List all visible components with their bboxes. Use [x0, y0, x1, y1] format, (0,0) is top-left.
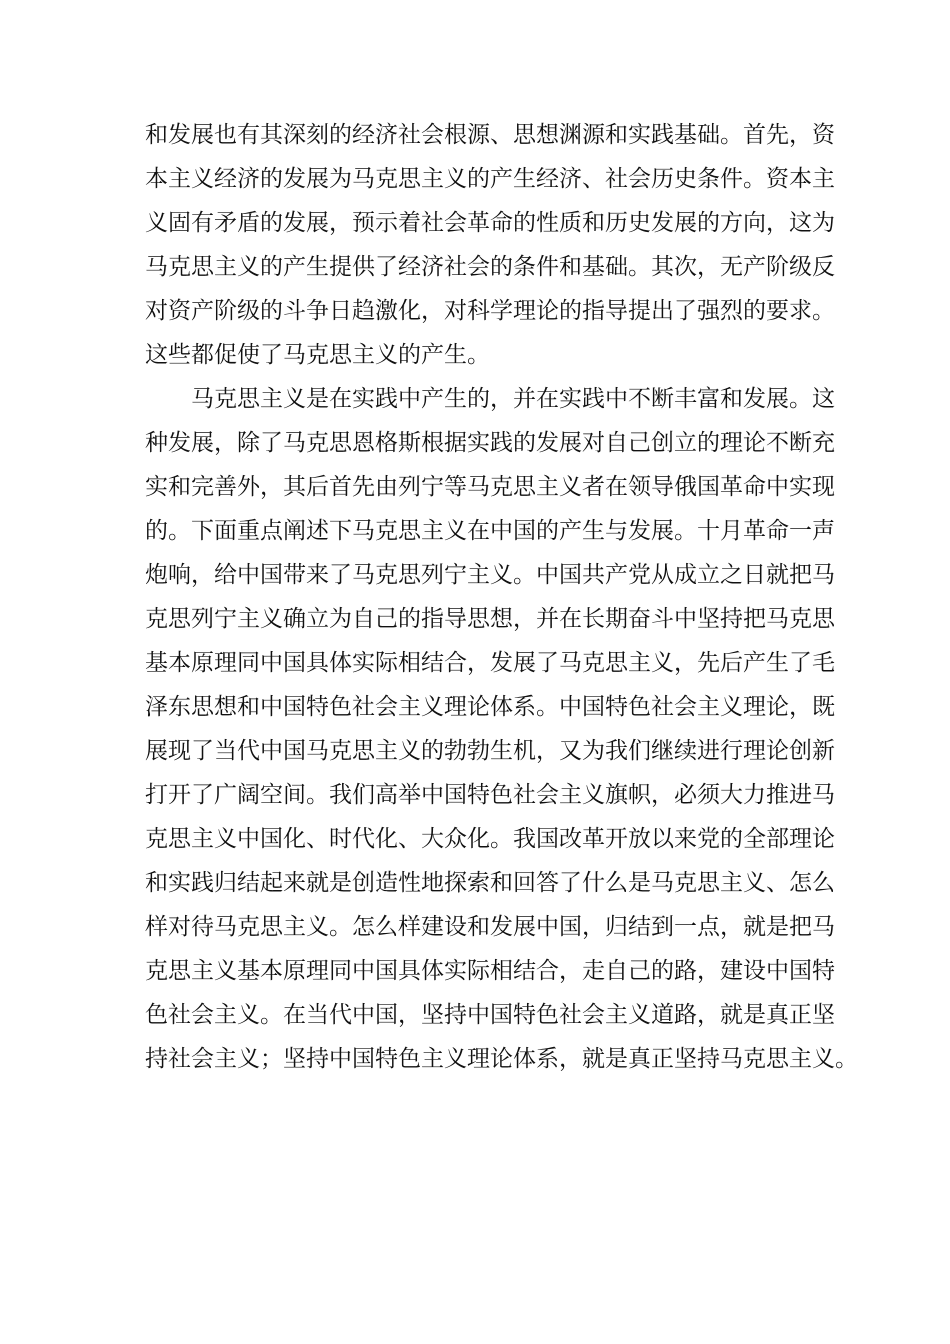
paragraph-2-line-12: 和实践归结起来就是创造性地探索和回答了什么是马克思主义、怎么: [145, 870, 835, 896]
paragraph-1-line-4: 马克思主义的产生提供了经济社会的条件和基础。其次，无产阶级反: [145, 254, 835, 280]
paragraph-2-line-9: 展现了当代中国马克思主义的勃勃生机，又为我们继续进行理论创新: [145, 738, 835, 764]
paragraph-2-line-5: 炮响，给中国带来了马克思列宁主义。中国共产党从成立之日就把马: [145, 562, 835, 588]
paragraph-2-line-3: 实和完善外，其后首先由列宁等马克思主义者在领导俄国革命中实现: [145, 474, 835, 500]
paragraph-2-line-15: 色社会主义。在当代中国，坚持中国特色社会主义道路，就是真正坚: [145, 1002, 835, 1028]
paragraph-2-line-16: 持社会主义；坚持中国特色主义理论体系，就是真正坚持马克思主义。: [145, 1046, 858, 1072]
paragraph-1-line-3: 义固有矛盾的发展，预示着社会革命的性质和历史发展的方向，这为: [145, 210, 835, 236]
paragraph-2-line-6: 克思列宁主义确立为自己的指导思想，并在长期奋斗中坚持把马克思: [145, 606, 835, 632]
paragraph-2-line-7: 基本原理同中国具体实际相结合，发展了马克思主义，先后产生了毛: [145, 650, 835, 676]
paragraph-1-line-1: 和发展也有其深刻的经济社会根源、思想渊源和实践基础。首先，资: [145, 122, 835, 148]
paragraph-1-line-5: 对资产阶级的斗争日趋激化，对科学理论的指导提出了强烈的要求。: [145, 298, 835, 324]
paragraph-2-line-13: 样对待马克思主义。怎么样建设和发展中国，归结到一点，就是把马: [145, 914, 835, 940]
paragraph-1-line-2: 本主义经济的发展为马克思主义的产生经济、社会历史条件。资本主: [145, 166, 835, 192]
paragraph-2-line-2: 种发展，除了马克思恩格斯根据实践的发展对自己创立的理论不断充: [145, 430, 835, 456]
paragraph-2-line-14: 克思主义基本原理同中国具体实际相结合，走自己的路，建设中国特: [145, 958, 835, 984]
paragraph-2-line-1: 马克思主义是在实践中产生的，并在实践中不断丰富和发展。这: [191, 386, 835, 412]
paragraph-2-line-11: 克思主义中国化、时代化、大众化。我国改革开放以来党的全部理论: [145, 826, 835, 852]
paragraph-2-line-10: 打开了广阔空间。我们高举中国特色社会主义旗帜，必须大力推进马: [145, 782, 835, 808]
paragraph-1-line-6: 这些都促使了马克思主义的产生。: [145, 342, 490, 368]
paragraph-2-line-4: 的。下面重点阐述下马克思主义在中国的产生与发展。十月革命一声: [145, 518, 835, 544]
paragraph-2-line-8: 泽东思想和中国特色社会主义理论体系。中国特色社会主义理论，既: [145, 694, 835, 720]
